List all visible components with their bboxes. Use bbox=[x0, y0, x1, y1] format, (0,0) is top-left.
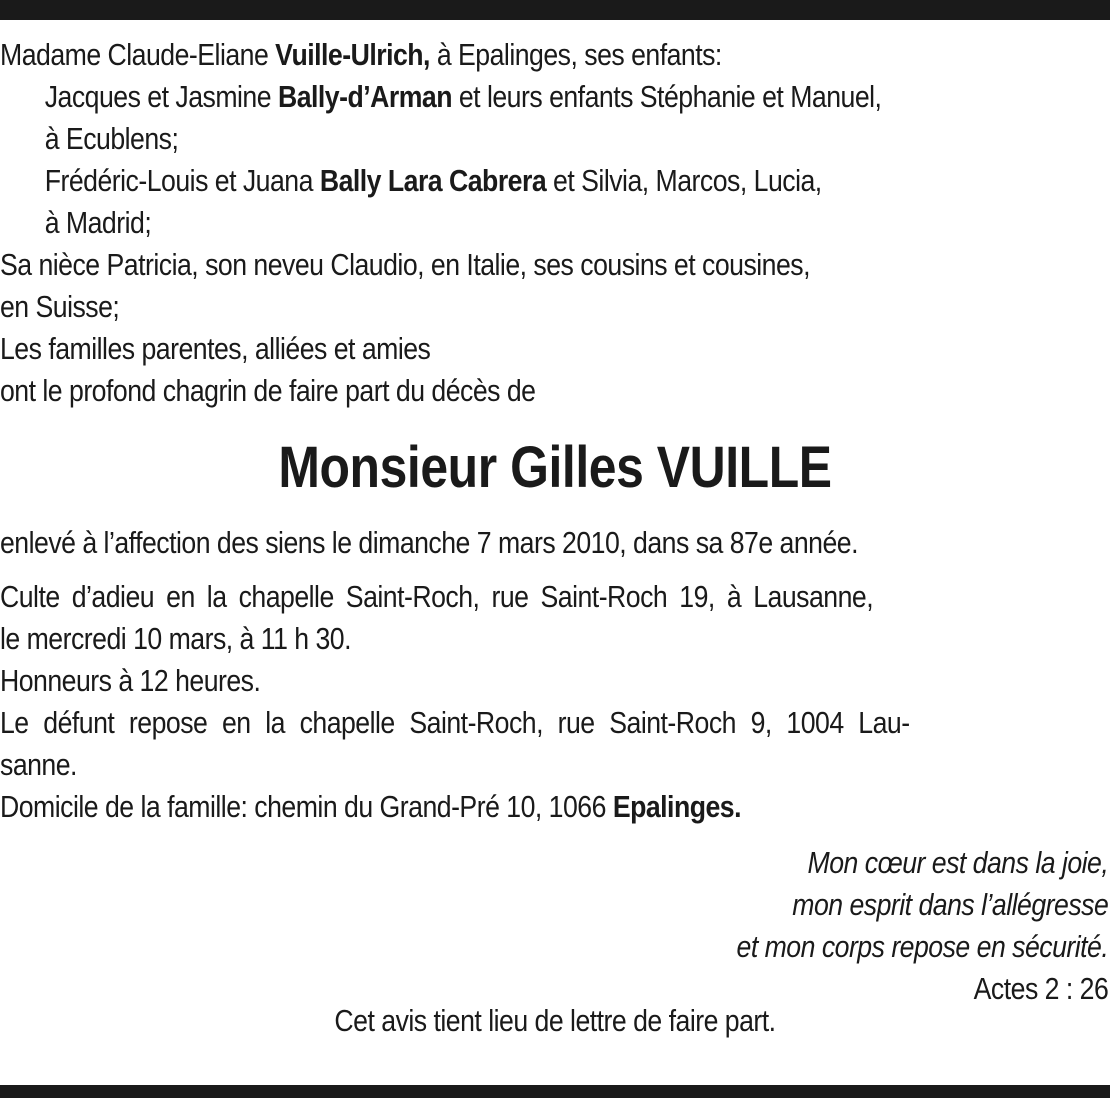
family-announcement bbox=[0, 34, 1109, 412]
announcement-line: en Suisse; bbox=[0, 289, 120, 324]
bible-quote bbox=[736, 842, 1108, 1010]
announcement-line: ont le profond chagrin de faire part du décès de bbox=[0, 373, 536, 408]
announcement-line: Sa nièce Patricia, son neveu Claudio, en Italie, ses cousins et cousines, bbox=[0, 247, 811, 282]
domicile-town-bold: Epalinges. bbox=[612, 789, 741, 824]
announcement-line: Frédéric-Louis et Juana Bally Lara Cabrera et Silvia, Marcos, Lucia, bbox=[44, 163, 822, 198]
details-line: Domicile de la famille: chemin du Grand-Pré 10, 1066 Epalinges. bbox=[0, 789, 741, 824]
top-border-rule bbox=[0, 0, 1110, 20]
quote-line: et mon corps repose en sécurité. bbox=[736, 929, 1108, 964]
details-line: Le défunt repose en la chapelle Saint-Roch, rue Saint-Roch 9, 1004 Lau- bbox=[0, 705, 910, 740]
quote-reference: Actes 2 : 26 bbox=[973, 971, 1108, 1006]
announcement-line: à Madrid; bbox=[44, 205, 152, 240]
announcement-line: à Ecublens; bbox=[44, 121, 179, 156]
closing-note: Cet avis tient lieu de lettre de faire part. bbox=[334, 1003, 776, 1038]
details-line: sanne. bbox=[0, 747, 77, 782]
deceased-name-heading: Monsieur Gilles VUILLE bbox=[278, 435, 832, 500]
quote-line: Mon cœur est dans la joie, bbox=[807, 845, 1108, 880]
family-name-bold: Bally-d’Arman bbox=[277, 79, 452, 114]
details-line: le mercredi 10 mars, à 11 h 30. bbox=[0, 621, 352, 656]
announcement-line: Madame Claude-Eliane Vuille-Ulrich, à Epalinges, ses enfants: bbox=[0, 37, 722, 72]
bottom-border-rule bbox=[0, 1085, 1110, 1098]
quote-line: mon esprit dans l’allégresse bbox=[791, 887, 1108, 922]
announcement-line: Jacques et Jasmine Bally-d’Arman et leurs enfants Stéphanie et Manuel, bbox=[44, 79, 882, 114]
family-name-bold: Bally Lara Cabrera bbox=[319, 163, 547, 198]
details-line: Honneurs à 12 heures. bbox=[0, 663, 261, 698]
announcement-line: Les familles parentes, alliées et amies bbox=[0, 331, 431, 366]
funeral-details bbox=[0, 522, 1109, 828]
details-line: enlevé à l’affection des siens le dimanche 7 mars 2010, dans sa 87e année. bbox=[0, 525, 858, 560]
family-name-bold: Vuille-Ulrich, bbox=[275, 37, 430, 72]
details-line: Culte d’adieu en la chapelle Saint-Roch, rue Saint-Roch 19, à Lausanne, bbox=[0, 579, 874, 614]
